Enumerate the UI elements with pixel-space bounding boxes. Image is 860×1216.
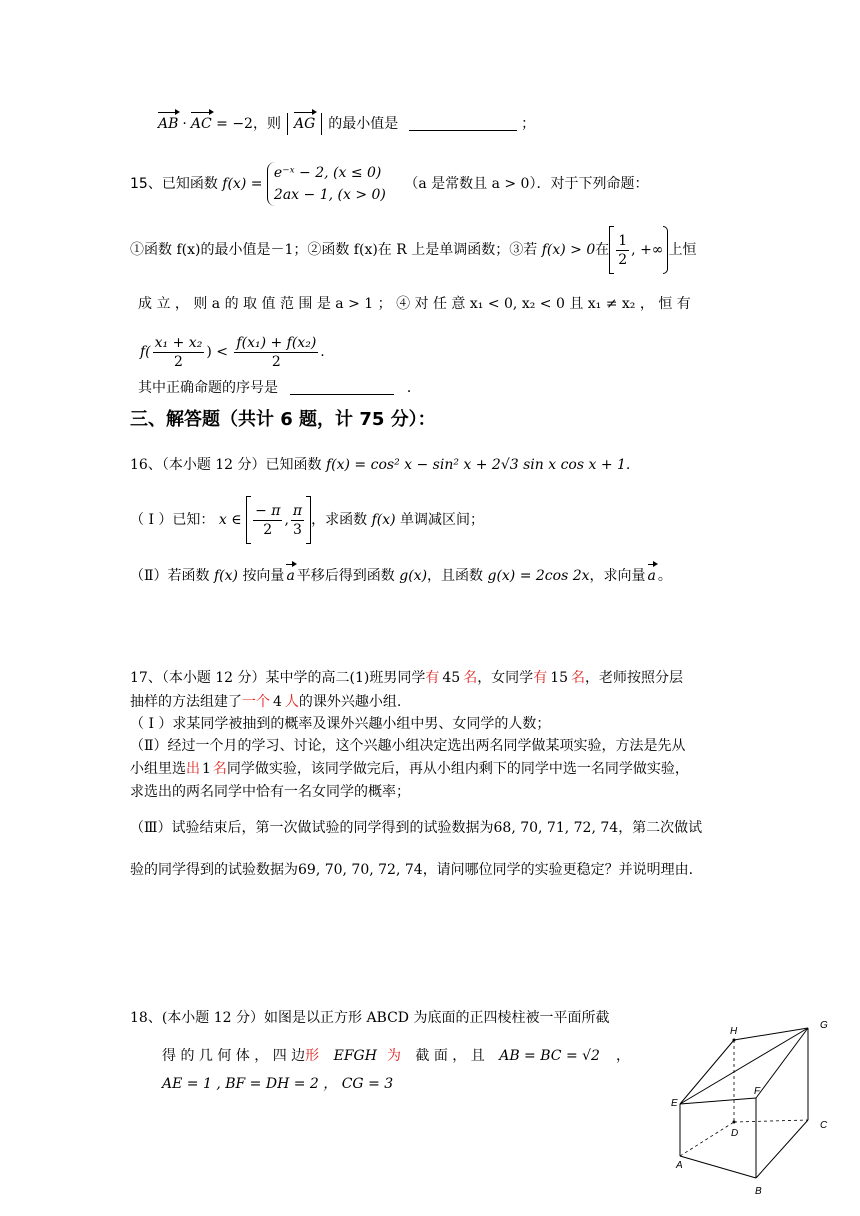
vector-ac: AC [190,116,212,132]
gx: g(x) [399,568,428,584]
label-b: B [755,1186,762,1197]
q15-fx-positive: f(x) > 0 [541,242,596,258]
q15-line5 [138,378,421,398]
q14-tail-line: AB · AC = −2，则 AG 的最小值是 ； [158,113,535,135]
q16-part2 [130,566,672,586]
q15-number: 15、 [130,176,162,192]
q14-text1: ，则 [252,116,281,132]
q16-p1-c: 单调减区间； [400,512,485,528]
q15-condition: （a 是常数且 a > 0）．对于下列命题： [404,176,649,192]
q15-piecewise [267,162,386,206]
q15-piece1: e⁻ˣ − 2, (x ≤ 0) [273,165,382,181]
fraction-one-half: $\frac{1}{2}$ [618,232,628,268]
q15-lead: 已知函数 [161,176,218,192]
section-3-heading: 三、解答题（共计 6 题，计 75 分）： [130,409,436,430]
label-d: D [731,1128,739,1139]
q15-line2-b: 在 [595,242,610,258]
q16-p2-b: 按向量 [242,568,285,584]
q16-stem [130,455,630,475]
label-a: A [676,1160,683,1171]
q17-line6: 求选出的两名同学中恰有一名女同学的概率； [130,784,410,800]
vector-a: a [286,568,295,584]
gx-equals: g(x) = 2cos 2x [487,568,590,584]
q15-fx: f(x) = [222,176,263,192]
q16-formula: f(x) = cos² x − sin² x + 2√3 sin x cos x + 1. [325,457,631,473]
label-h: H [730,1026,738,1037]
q16-p2-c: 平移后得到函数 [296,568,395,584]
f-open: f( [140,344,151,360]
q16-stem-text: 16、（本小题 12 分）已知函数 [130,457,322,473]
label-e: E [671,1098,678,1109]
q16-p2-f: ，求向量 [589,568,646,584]
q15-stem [130,162,648,206]
q14-text2: 的最小值是 [328,116,399,132]
q15-line2-c: 上恒 [668,242,697,258]
data-second: 69, 70, 70, 72, 74 [298,862,423,878]
fx: f(x) [371,512,396,528]
q16-p2-d: ，且函数 [427,568,484,584]
fraction-mean-f: $\frac{\text{f(x₁) + f(x₂)}}{2}$ [236,334,317,370]
abs-bar-right [321,113,322,135]
q17-line5: 小组里选出 1 名同学做实验，该同学做完后，再从小组内剩下的同学中选一名同学做实验， [130,761,689,777]
inequality-sign: ) < [206,344,228,360]
q15-line2-a: ①函数 f(x)的最小值是－1；②函数 f(x)在 R 上是单调函数；③若 [130,242,538,258]
q14-answer-blank [409,116,517,131]
abs-bar-left [287,113,288,135]
q15-inequality [140,330,325,374]
q17-line8: 验的同学得到的试验数据为69, 70, 70, 72, 74，请问哪位同学的实验更稳定？并说明理由. [130,862,694,878]
q16-part1: （ I ）已知： x ∈ $\frac{- \pi}{2}$ , $\frac{\pi}{3}$ ，求函数 f(x) 单调减区间； [130,496,484,544]
q17-line3: （ I ）求某同学被抽到的概率及课外兴趣小组中男、女同学的人数； [130,716,551,732]
q14-end: ； [521,116,536,132]
q16-p1-b: ，求函数 [311,512,368,528]
bracket-left [246,496,251,544]
period: . [320,344,325,360]
label-g: G [820,1020,828,1031]
fraction-mean-x: $\frac{\text{x₁ + x₂}}{2}$ [154,334,203,370]
q17-line7: （Ⅲ）试验结束后，第一次做试验的同学得到的试验数据为68, 70, 71, 72, 74，第二次做试 [130,820,703,836]
q15-line5-end: ． [406,380,421,396]
fraction-neg-pi-2: $\frac{- \pi}{2}$ [255,502,281,538]
q17-line1: 17、（本小题 12 分）某中学的高二(1)班男同学有 45 名，女同学有 15 名，老师按照分层 [130,670,684,686]
q15-line5-a: 其中正确命题的序号是 [138,380,278,396]
label-c: C [820,1120,828,1131]
q15-piece2: 2ax − 1, (x > 0) [273,187,386,203]
data-first: 68, 70, 71, 72, 74 [493,820,619,836]
bracket-left [609,226,614,274]
q15-line3: 成 立 ， 则 a 的 取 值 范 围 是 a > 1 ； ④ 对 任 意 x₁ < 0, x₂ < 0 且 x₁ ≠ x₂ ， 恒 有 [138,296,691,312]
q18-solid-figure [668,1016,848,1216]
label-f: F [754,1086,761,1097]
fx: f(x) [213,568,238,584]
q18-line3: AE = 1 , BF = DH = 2 ， CG = 3 [162,1076,394,1092]
x-in: x ∈ [218,512,242,528]
q14-expr: = −2 [216,116,253,132]
q16-p2-a: （Ⅱ）若函数 [130,568,210,584]
vector-ag: AG [293,116,316,132]
q17-line4: （Ⅱ）经过一个月的学习、讨论，这个兴趣小组决定选出两名同学做某项实验，方法是先从 [130,738,686,754]
q18-line2: 得 的 几 何 体 ， 四 边形 EFGH 为 截 面 ， 且 AB = BC = √2 ， [162,1048,630,1064]
fraction-pi-3: $\frac{\pi}{3}$ [292,502,303,538]
interval-infinity: , +∞ [631,242,664,258]
q16-p1-a: （ I ）已知： [130,512,215,528]
vector-ab: AB [158,116,179,132]
q18-line1: 18、(本小题 12 分）如图是以正方形 ABCD 为底面的正四棱柱被一平面所截 [130,1010,610,1026]
q17-line2: 抽样的方法组建了一个 4 人的课外兴趣小组. [130,694,402,710]
vector-a: a [647,568,656,584]
q15-line2 [130,226,696,274]
q15-answer-blank [290,380,394,395]
q16-p2-end: 。 [657,568,672,584]
